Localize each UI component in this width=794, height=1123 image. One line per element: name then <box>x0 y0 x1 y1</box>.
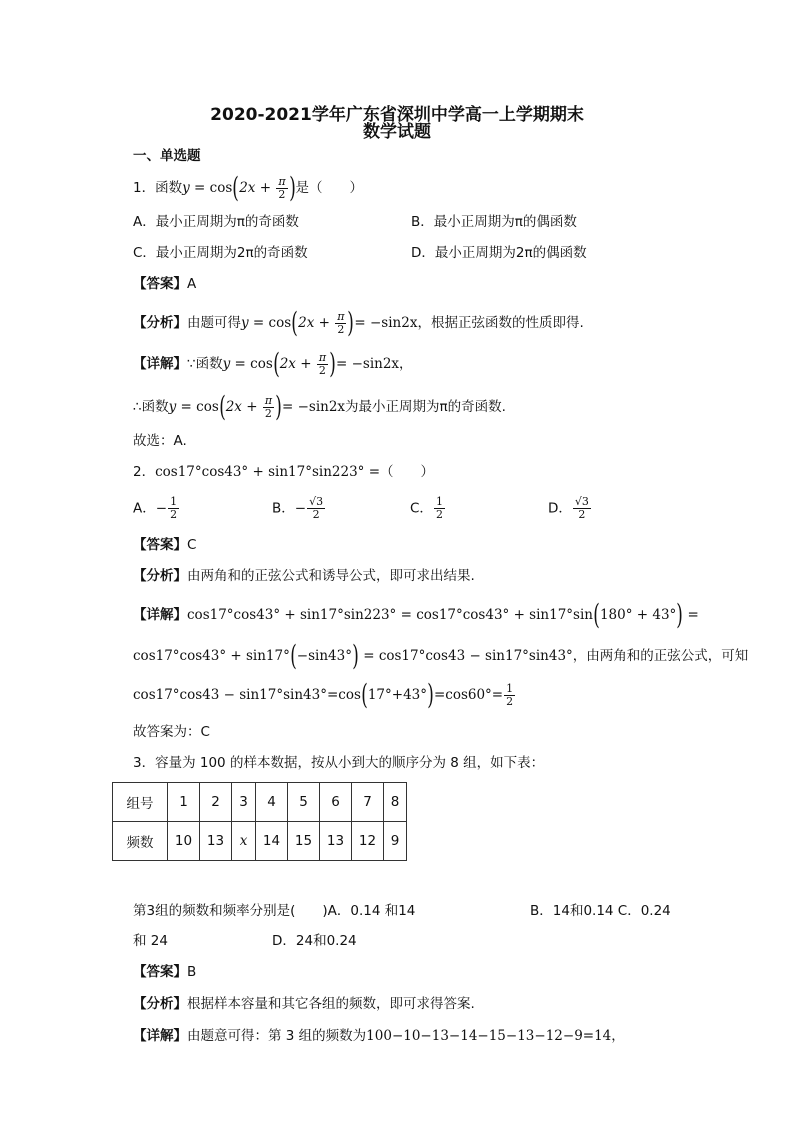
analysis-pre: 由题可得 <box>187 315 241 331</box>
q2-stem <box>133 462 434 482</box>
paren-open: ( <box>291 306 298 339</box>
section-heading: 一、单选题 <box>133 148 201 164</box>
math-eq: = <box>176 399 197 415</box>
frac-den: 2 <box>578 508 586 521</box>
paren-open: ( <box>232 171 240 204</box>
analysis-tag: 【分析】 <box>133 568 187 584</box>
math-2x: 2x + <box>298 315 335 331</box>
fraction-pi-2 <box>335 311 346 336</box>
math-y: y <box>168 399 177 415</box>
analysis-tag: 【分析】 <box>133 996 187 1012</box>
detail-expr: 17°+43° <box>367 687 428 703</box>
q3-stem: 3．容量为 100 的样本数据，按从小到大的顺序分为 8 组，如下表： <box>133 755 545 771</box>
q1-option-a: A．最小正周期为π的奇函数 <box>133 214 299 230</box>
q2-detail-1 <box>133 598 699 631</box>
q2-answer <box>133 535 196 555</box>
opt-label: B． <box>272 500 295 517</box>
math-2x: 2x + <box>225 399 262 415</box>
detail-post: ， <box>611 1028 625 1044</box>
detail-expr: cos17°cos43° + sin17° <box>133 648 290 664</box>
fraction <box>307 496 325 521</box>
frac-den: 2 <box>278 187 286 201</box>
paren-close: ) <box>427 678 434 711</box>
math-cos: cos <box>250 356 273 372</box>
q1-stem <box>133 171 363 204</box>
math-cos: cos <box>196 399 219 415</box>
detail-expr: = <box>683 607 699 623</box>
paren-close: ) <box>347 306 355 339</box>
answer-tag: 【答案】 <box>133 537 187 553</box>
q3-detail <box>133 1026 625 1046</box>
table-cell: 13 <box>320 822 352 861</box>
frac-num: 1 <box>506 681 514 695</box>
frac-den: 2 <box>170 508 178 521</box>
paren-close: ) <box>329 347 336 380</box>
q2-final: 故答案为：C <box>133 724 210 740</box>
fraction <box>168 496 179 521</box>
answer-tag: 【答案】 <box>133 964 187 980</box>
math-cos: cos <box>268 315 292 331</box>
fraction-pi-2 <box>263 395 274 420</box>
math-minus: − <box>155 500 168 517</box>
paren-close: ) <box>352 639 359 672</box>
answer-value: A <box>187 276 197 292</box>
detail-tag: 【详解】 <box>133 607 187 623</box>
page-subtitle: 数学试题 <box>363 122 431 142</box>
math-eq: = <box>230 356 251 372</box>
table-cell: 4 <box>256 783 288 822</box>
frac-den: 2 <box>264 406 272 420</box>
detail-expr: cos17°cos43 − sin17°sin43°=cos <box>133 687 361 703</box>
therefore-post: 为最小正周期为π的奇函数. <box>345 399 506 415</box>
math-minus: − <box>294 500 307 517</box>
table-cell: 15 <box>288 822 320 861</box>
q2-num: 2． <box>133 464 156 480</box>
q3-question-line-2b: D．24和0.24 <box>272 933 357 949</box>
answer-value: C <box>187 537 197 553</box>
fraction <box>573 496 591 521</box>
table-cell: 13 <box>200 822 232 861</box>
math-eq: = <box>189 180 210 196</box>
table-cell: 8 <box>384 783 407 822</box>
analysis-tag: 【分析】 <box>133 315 187 331</box>
math-minus-sin2x: = −sin2x <box>281 399 346 415</box>
table-row <box>113 822 407 861</box>
frac-num: π <box>278 174 286 188</box>
q2-analysis <box>133 566 475 586</box>
paren-close: ) <box>288 171 296 204</box>
detail-expr: 100−10−13−14−15−13−12−9=14 <box>366 1028 612 1044</box>
math-y: y <box>222 356 231 372</box>
detail-expr: cos17°cos43° + sin17°sin223° = cos17°cos43° + sin17°sin <box>187 607 593 623</box>
q2-detail-3 <box>133 678 516 711</box>
math-cos: cos <box>209 180 233 196</box>
fraction-pi-2 <box>317 352 328 377</box>
table-cell: 2 <box>200 783 232 822</box>
table-cell: 10 <box>168 822 200 861</box>
detail-pre: 由题意可得：第 3 组的频数为 <box>187 1028 367 1044</box>
frac-num: 1 <box>435 495 443 508</box>
detail-text: ，由两角和的正弦公式，可知 <box>572 648 749 664</box>
q2-option-d <box>548 496 592 521</box>
frac-num: 1 <box>170 495 178 508</box>
table-cell: 5 <box>288 783 320 822</box>
opt-label: C． <box>410 500 433 517</box>
frac-den: 2 <box>506 694 514 708</box>
table-cell: 14 <box>256 822 288 861</box>
answer-value: B <box>187 964 197 980</box>
q1-analysis <box>133 306 584 339</box>
q1-option-c: C．最小正周期为2π的奇函数 <box>133 245 308 261</box>
fraction <box>504 683 515 708</box>
frac-den: 2 <box>318 363 326 377</box>
opt-label: D． <box>548 500 572 517</box>
paren-open: ( <box>218 390 226 423</box>
q2-post: （ ） <box>380 464 435 480</box>
math-y: y <box>241 315 249 331</box>
frac-num: π <box>337 309 345 323</box>
detail-expr: = cos17°cos43 − sin17°sin43° <box>358 648 573 664</box>
frequency-table <box>112 782 407 861</box>
q2-expr: cos17°cos43° + sin17°sin223° = <box>155 464 381 480</box>
answer-tag: 【答案】 <box>133 276 187 292</box>
table-cell: x <box>232 822 256 861</box>
detail-tag: 【详解】 <box>133 356 187 372</box>
q3-answer <box>133 962 196 982</box>
q3-question-line-1a: 第3组的频数和频率分别是( )A．0.14 和14 <box>133 903 416 919</box>
q3-question-line-1b: B．14和0.14 C．0.24 <box>530 903 671 919</box>
paren-open: ( <box>361 678 368 711</box>
table-cell: 3 <box>232 783 256 822</box>
table-cell: 12 <box>352 822 384 861</box>
frac-num: π <box>318 350 327 364</box>
fraction <box>434 496 445 521</box>
q2-option-c <box>410 496 446 521</box>
detail-expr: −sin43° <box>296 648 352 664</box>
opt-label: A． <box>133 500 156 517</box>
q1-detail <box>133 347 413 380</box>
q2-option-b <box>272 496 326 521</box>
q2-detail-2 <box>133 639 749 672</box>
page-title: 2020-2021学年广东省深圳中学高一上学期期末 <box>210 105 584 125</box>
frac-num: π <box>264 393 273 407</box>
math-2x: 2x + <box>239 180 276 196</box>
detail-tag: 【详解】 <box>133 1028 187 1044</box>
table-cell: 9 <box>384 822 407 861</box>
table-cell: 7 <box>352 783 384 822</box>
fraction-pi-2 <box>276 176 287 201</box>
q2-option-a <box>133 496 180 521</box>
table-cell: 组号 <box>113 783 168 822</box>
frac-num: √3 <box>309 495 324 508</box>
analysis-post: ，根据正弦函数的性质即得. <box>417 315 584 331</box>
frac-den: 2 <box>312 508 320 521</box>
therefore-pre: ∴函数 <box>133 399 169 415</box>
q1-stem-pre: 1．函数 <box>133 180 183 196</box>
q1-answer <box>133 274 196 294</box>
math-y: y <box>182 180 190 196</box>
detail-expr: =cos60°= <box>433 687 504 703</box>
q1-final: 故选：A. <box>133 433 187 449</box>
paren-open: ( <box>290 639 297 672</box>
table-cell: 1 <box>168 783 200 822</box>
math-minus-sin2x: = −sin2x <box>354 315 418 331</box>
paren-open: ( <box>593 598 600 631</box>
analysis-text: 由两角和的正弦公式和诱导公式，即可求出结果. <box>187 568 475 584</box>
paren-close: ) <box>275 390 282 423</box>
frac-den: 2 <box>435 508 443 521</box>
frac-num: √3 <box>574 495 589 508</box>
q1-option-d: D．最小正周期为2π的偶函数 <box>411 245 587 261</box>
q1-therefore <box>133 390 506 423</box>
analysis-text: 根据样本容量和其它各组的频数，即可求得答案. <box>187 996 475 1012</box>
q3-question-line-2a: 和 24 <box>133 933 168 949</box>
detail-expr: 180° + 43° <box>599 607 677 623</box>
table-cell: 频数 <box>113 822 168 861</box>
math-minus-sin2x: = −sin2x <box>335 356 400 372</box>
detail-post: ， <box>399 356 413 372</box>
table-cell: 6 <box>320 783 352 822</box>
frac-den: 2 <box>337 322 345 336</box>
q1-option-b: B．最小正周期为π的偶函数 <box>411 214 577 230</box>
q1-stem-post: 是（ ） <box>295 180 363 196</box>
math-2x: 2x + <box>279 356 316 372</box>
q3-analysis <box>133 994 475 1014</box>
table-row <box>113 783 407 822</box>
paren-close: ) <box>676 598 684 631</box>
detail-pre: ∵函数 <box>187 356 223 372</box>
math-eq: = <box>248 315 269 331</box>
paren-open: ( <box>272 347 280 380</box>
